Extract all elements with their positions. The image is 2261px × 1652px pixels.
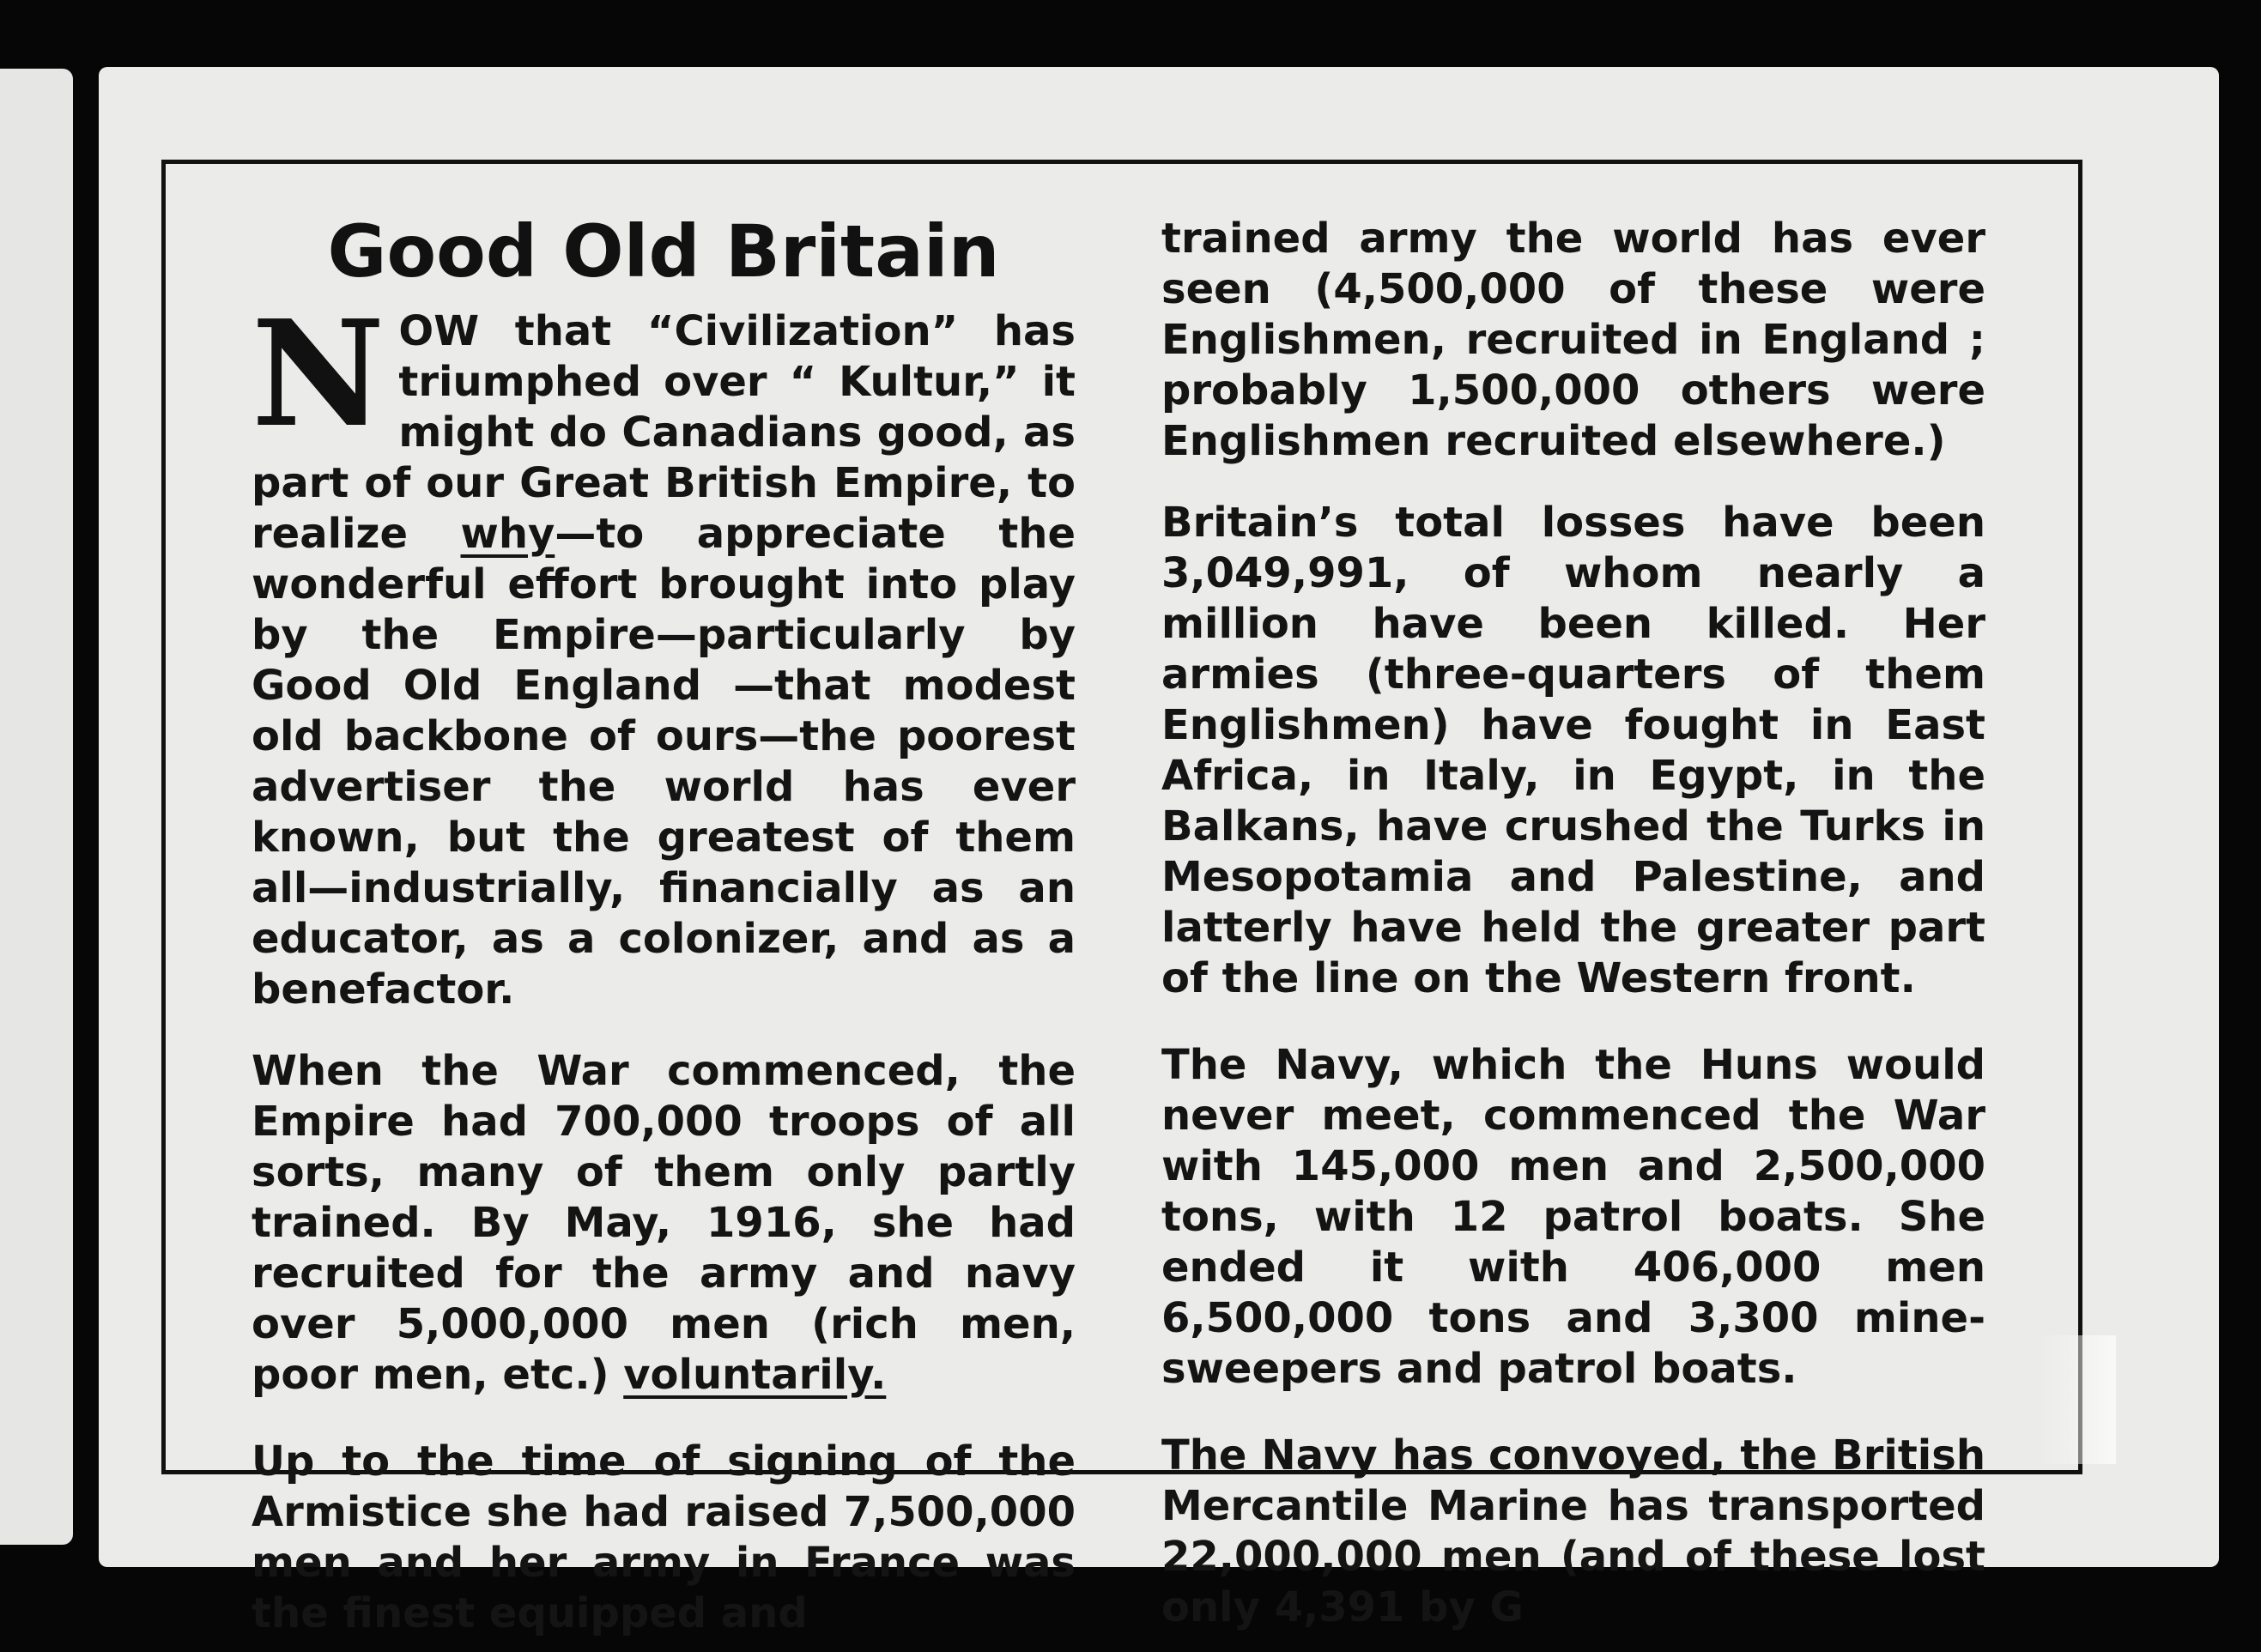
- paragraph-navy: The Navy, which the Huns would never meet, commenced the War with 145,000 men and 2,500,000 tons, with 12 patrol boats. She ended it with 406,000 men 6,500,000 tons and 3,300 mine-sweepers and patrol boats.: [1161, 1041, 1985, 1393]
- intro-text-end: —to appreciate the wonderful effort brought into play by the Empire—particularly by Good Old England —that modest old backbone of ours—the poorest advertiser the world has ever known, but the greatest of them all—industrially, financially as an educator, as a colonizer, and as a benefactor.: [252, 510, 1076, 1014]
- right-column: [1161, 214, 1985, 1633]
- facing-page-edge: [0, 69, 73, 1545]
- intro-text: OW that “Civilization” has triumphed over “ Kultur,” it might do Canadians good, as part of our Great British Empire, to realize: [252, 307, 1076, 558]
- paragraph-losses: Britain’s total losses have been 3,049,991, of whom nearly a million have been killed. Her armies (three-quarters of them Englishmen) have fought in East Africa, in Italy, in Egypt, in the Balkans, have crushed the Turks in Mesopotamia and Palestine, and latterly have held the greater part of the line on the Western front.: [1161, 499, 1985, 1002]
- left-column: [252, 209, 1076, 1639]
- article-border: [161, 160, 2082, 1637]
- paragraph-intro: [252, 288, 1076, 1015]
- article-title: Good Old Britain: [327, 209, 1000, 293]
- underlined-why: why: [460, 510, 555, 558]
- paragraph-convoy: The Navy has convoyed, the British Mercantile Marine has transported 22,000,000 men (and of these lost only 4,391 by G: [1161, 1431, 1985, 1631]
- war-commenced-text: When the War commenced, the Empire had 700,000 troops of all sorts, many of them only partly trained. By May, 1916, she had recruited for the army and navy over 5,000,000 men (rich men, poor men, etc.): [252, 1047, 1076, 1399]
- paragraph-war-commenced: [252, 1046, 1076, 1401]
- document-page: [99, 67, 2219, 1637]
- faded-corner: [2039, 1335, 2116, 1464]
- drop-cap: N: [252, 288, 385, 460]
- underlined-voluntarily: voluntarily.: [623, 1351, 887, 1399]
- paragraph-trained-army: trained army the world has ever seen (4,500,000 of these were Englishmen, recruited in England ; probably 1,500,000 others were Englishmen recruited elsewhere.): [1161, 215, 1985, 465]
- paragraph-armistice: Up to the time of signing of the Armistice she had raised 7,500,000 men and her army in France was the finest equipped and: [252, 1437, 1076, 1637]
